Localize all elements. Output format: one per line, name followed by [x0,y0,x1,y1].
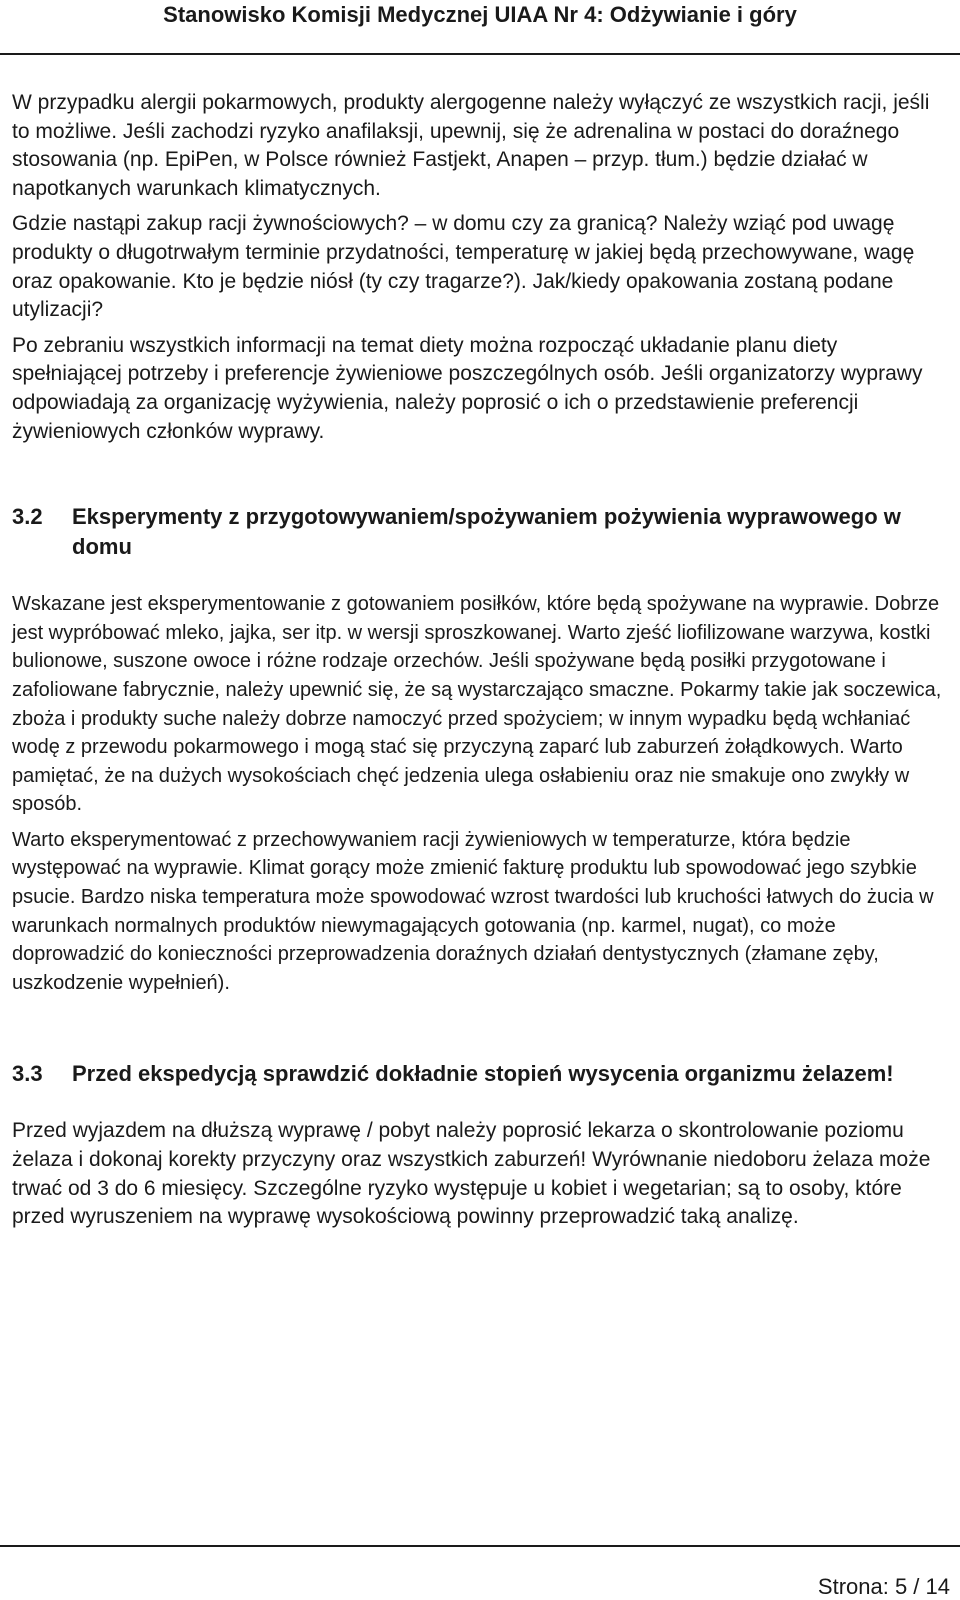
section-heading-3-3 [12,1059,952,1089]
section-title: Eksperymenty z przygotowywaniem/spożywaniem pożywienia wyprawowego w domu [72,504,901,560]
header-divider [0,53,960,55]
paragraph-storage-experiments: Warto eksperymentować z przechowywaniem racji żywieniowych w temperaturze, która będzie występować na wyprawie. Klimat gorący może zmienić fakturę produktu lub spowodować jego szybkie psucie. Bardzo niska temperatura może spowodować wzrost twardości lub kruchości łatwych do żucia w warunkach normalnych produktów niewymagających gotowania (np. karmel, nugat), co może doprowadzić do konieczności przeprowadzenia doraźnych działań dentystycznych (złamane zęby, uszkodzenie wypełnień). [12,828,934,994]
footer-divider [0,1545,960,1547]
section-number: 3.2 [12,504,43,530]
section-title: Przed ekspedycją sprawdzić dokładnie stopień wysycenia organizmu żelazem! [72,1061,894,1087]
paragraph-ration-purchase: Gdzie nastąpi zakup racji żywnościowych? – w domu czy za granicą? Należy wziąć pod uwagę produkty o długotrwałym terminie przydatności, temperaturę w jakiej będą przechowywane, wagę oraz opakowanie. Kto je będzie niósł (ty czy tragarze?). Jak/kiedy opakowania zostaną podane utylizacji? [12,212,915,322]
section-heading-3-2 [12,502,952,562]
paragraph-allergies: W przypadku alergii pokarmowych, produkty alergogenne należy wyłączyć ze wszystkich racji, jeśli to możliwe. Jeśli zachodzi ryzyko anafilaksji, upewnij, się że adrenalina w postaci do doraźnego stosowania (np. EpiPen, w Polsce również Fastjekt, Anapen – przyp. tłum.) będzie działać w napotkanych warunkach klimatycznych. [12,91,930,200]
document-header-title: Stanowisko Komisji Medycznej UIAA Nr 4: Odżywianie i góry [163,2,797,27]
document-body [12,89,952,1232]
paragraph-cooking-experiments: Wskazane jest eksperymentowanie z gotowaniem posiłków, które będą spożywane na wyprawie. Dobrze jest wypróbować mleko, jajka, ser itp. w wersji sproszkowanej. Warto zjeść liofilizowane warzywa, kostki bulionowe, suszone owoce i różne rodzaje orzechów. Jeśli spożywane będą posiłki przygotowane i zafoliowane fabrycznie, należy upewnić się, że są wystarczająco smaczne. Pokarmy takie jak soczewica, zboża i produkty suche należy dobrze namoczyć przed spożyciem; w innym wypadku będą wchłaniać wodę z przewodu pokarmowego i mogą stać się przyczyną zaparć lub zaburzeń żołądkowych. Warto pamiętać, że na dużych wysokościach chęć jedzenia ulega osłabieniu oraz nie smakuje ono zwykły w sposób. [12,593,942,816]
paragraph-diet-planning: Po zebraniu wszystkich informacji na temat diety można rozpocząć układanie planu diety spełniającej potrzeby i preferencje żywieniowe poszczególnych osób. Jeśli organizatorzy wyprawy odpowiadają za organizację wyżywienia, należy poprosić o ich o przedstawienie preferencji żywieniowych członków wyprawy. [12,333,923,443]
section-number: 3.3 [12,1061,43,1087]
paragraph-iron-check: Przed wyjazdem na dłuższą wyprawę / pobyt należy poprosić lekarza o skontrolowanie poziomu żelaza i dokonaj korekty przyczyny oraz wszystkich zaburzeń! Wyrównanie niedoboru żelaza może trwać od 3 do 6 miesięcy. Szczególne ryzyko występuje u kobiet i wegetarian; są to osoby, które przed wyruszeniem na wyprawę wysokościową powinny przeprowadzić taką analizę. [12,1119,931,1229]
page-number: Strona: 5 / 14 [817,1574,950,1599]
